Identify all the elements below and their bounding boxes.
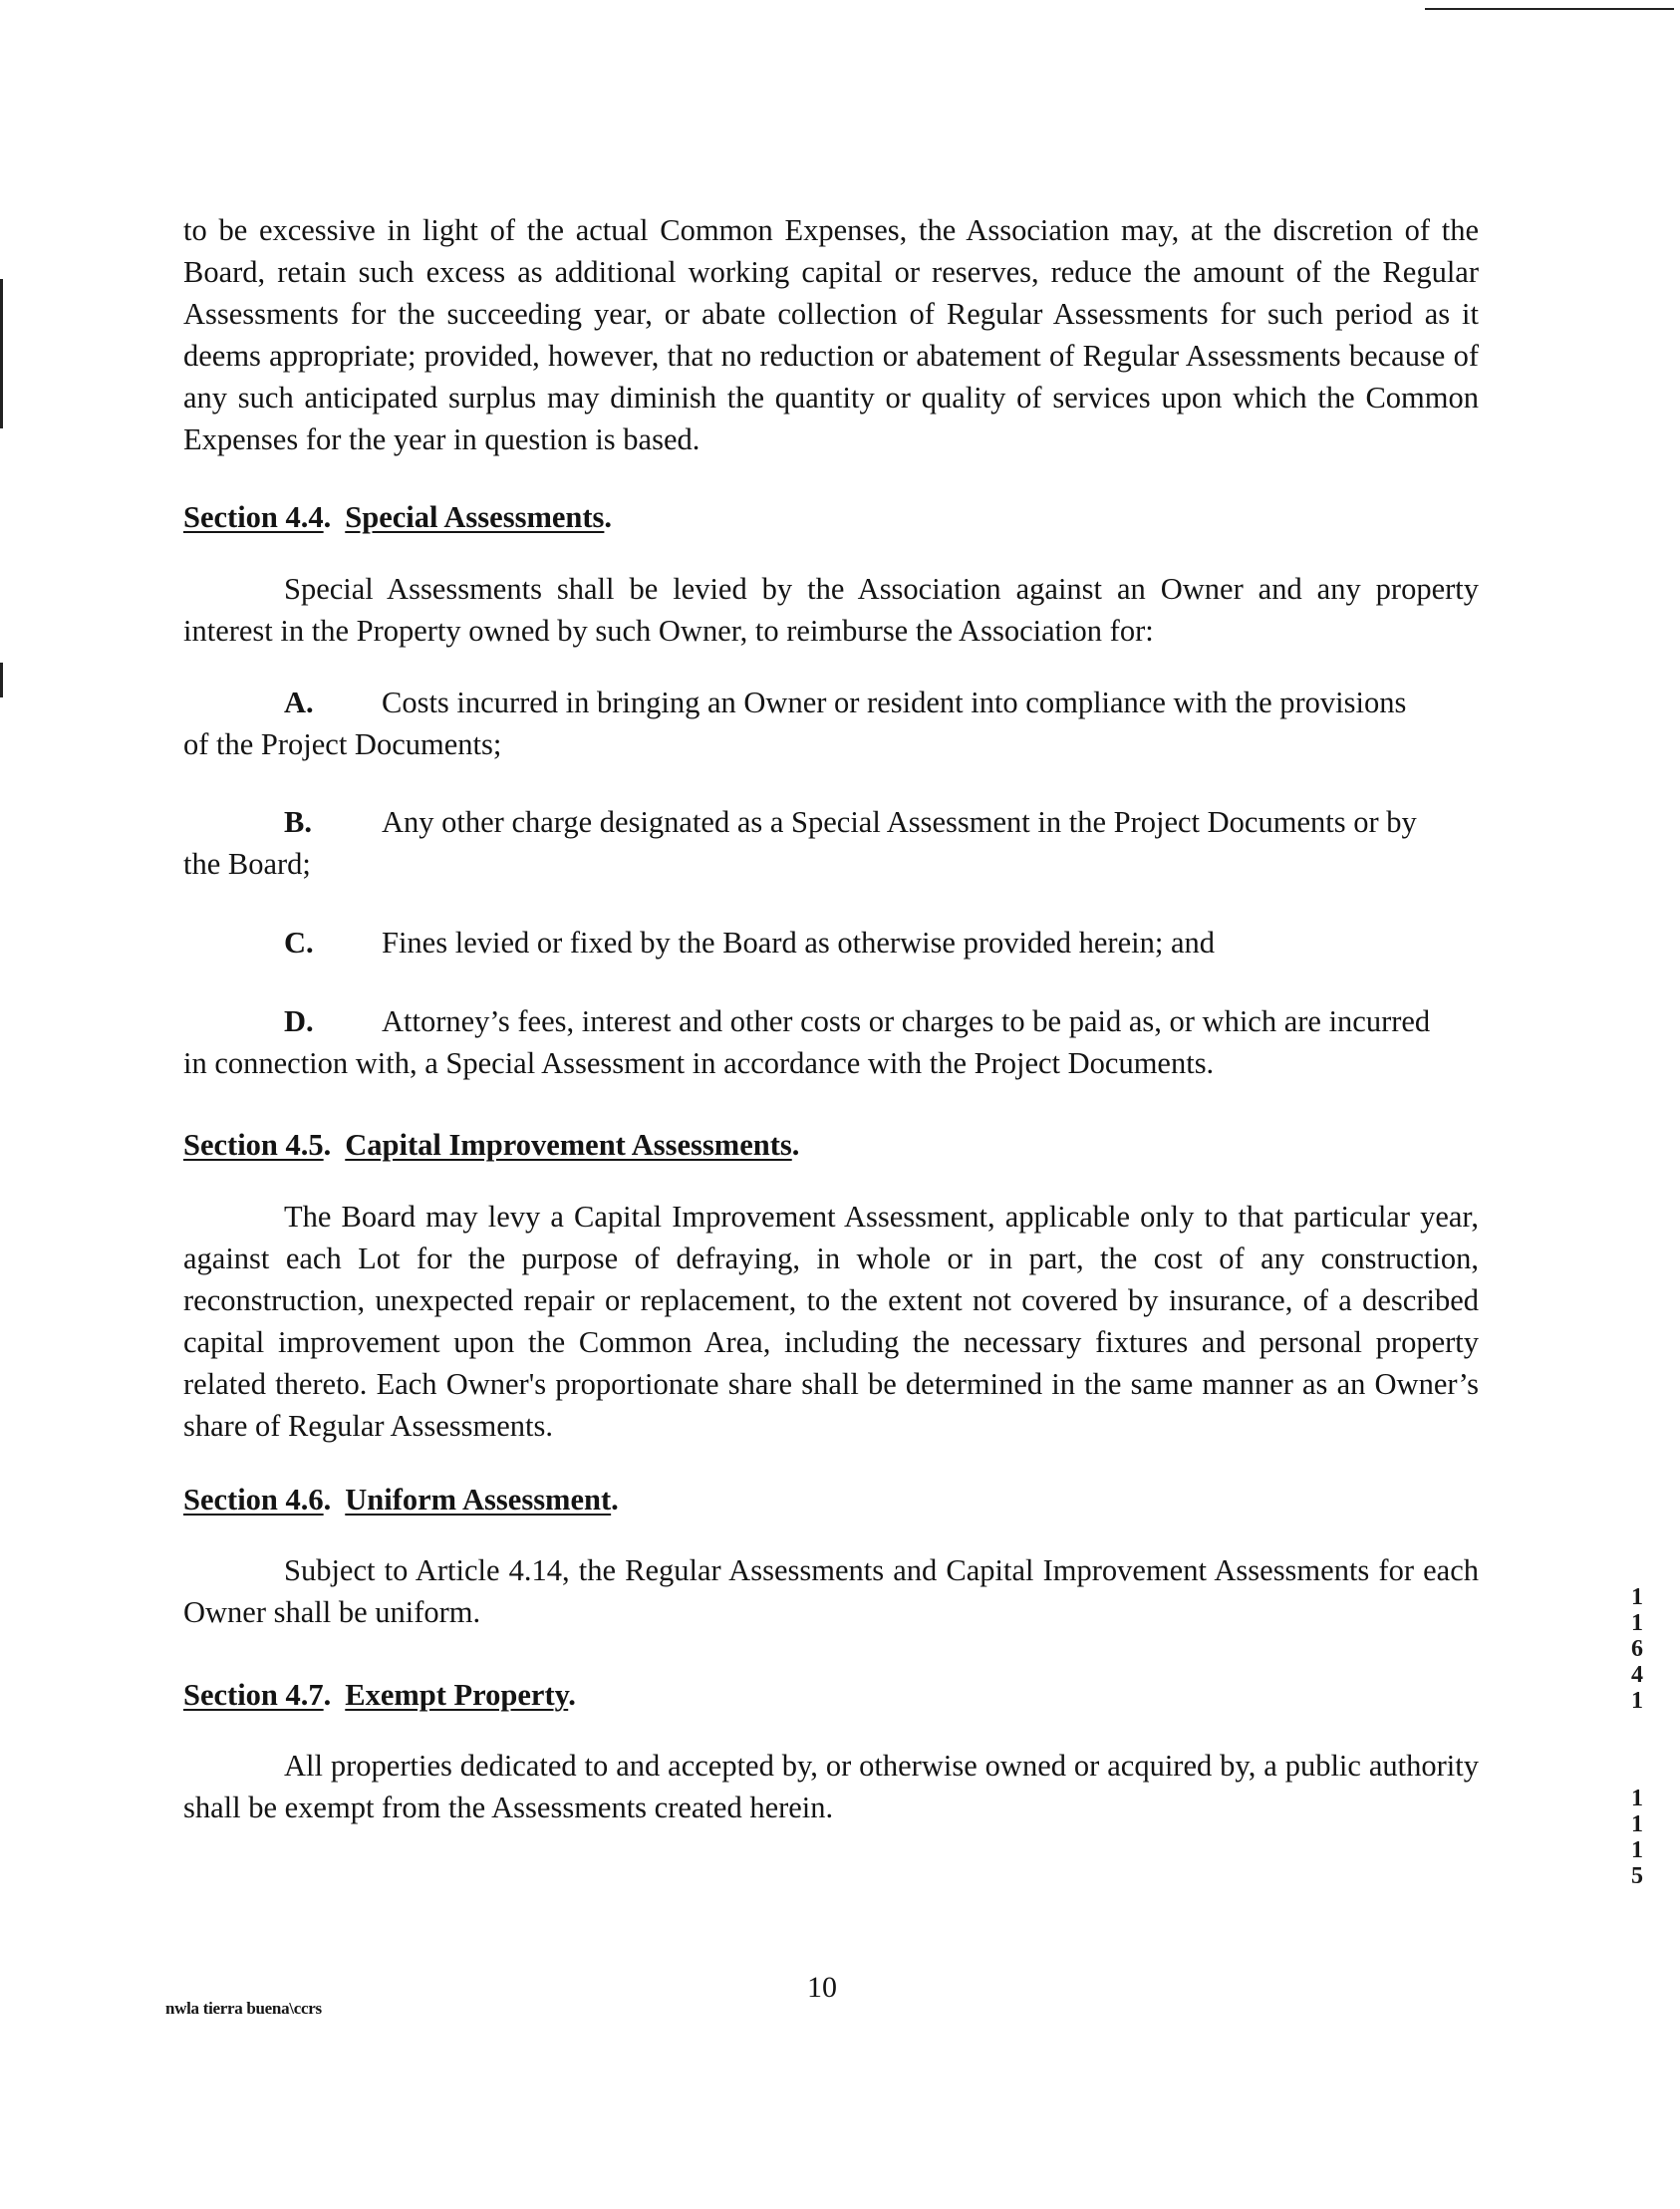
- section-number: Section 4.4: [183, 500, 324, 534]
- section-4-4-heading: Section 4.4. Special Assessments.: [183, 500, 613, 534]
- side-recording-stamp-top: [1624, 1584, 1650, 1714]
- section-4-6-body: Subject to Article 4.14, the Regular Assessments and Capital Improvement Assessments for each Owner shall be uniform.: [183, 1553, 1479, 1629]
- section-4-5-heading: Section 4.5. Capital Improvement Assessments.: [183, 1128, 800, 1162]
- list-item-text: Any other charge designated as a Special Assessment in the Project Documents or by: [382, 805, 1417, 839]
- section-4-5-body: The Board may levy a Capital Improvement Assessment, applicable only to that particular year, against each Lot for the purpose of defraying, in whole or in part, the cost of any construction, reconstruction, unexpected repair or replacement, to the extent not covered by insurance, of a described capital improvement upon the Common Area, including the necessary fixtures and personal property related thereto. Each Owner's proportionate share shall be determined in the same manner as an Owner’s share of Regular Assessments.: [183, 1200, 1479, 1443]
- section-number: Section 4.6: [183, 1483, 324, 1517]
- stamp-glyph: 1: [1631, 1786, 1643, 1811]
- stamp-glyph: 1: [1631, 1584, 1643, 1610]
- continuation-paragraph: to be excessive in light of the actual Common Expenses, the Association may, at the discretion of the Board, retain such excess as additional working capital or reserves, reduce the amount of the Regular Assessments for the succeeding year, or abate collection of Regular Assessments for such period as it deems appropriate; provided, however, that no reduction or abatement of Regular Assessments because of any such anticipated surplus may diminish the quantity or quality of services upon which the Common Expenses for the year in question is based.: [183, 213, 1479, 456]
- list-item-text: Fines levied or fixed by the Board as otherwise provided herein; and: [382, 926, 1215, 960]
- section-4-7-heading: Section 4.7. Exempt Property.: [183, 1678, 576, 1712]
- scan-artifact-top-line: [1425, 8, 1674, 10]
- section-title: Special Assessments: [345, 500, 605, 534]
- stamp-glyph: 6: [1631, 1636, 1643, 1662]
- list-item-text: Costs incurred in bringing an Owner or resident into compliance with the provisions: [382, 686, 1407, 719]
- section-4-7-body: All properties dedicated to and accepted by, or otherwise owned or acquired by, a public authority shall be exempt from the Assessments created herein.: [183, 1749, 1479, 1824]
- list-item-continuation: of the Project Documents;: [183, 727, 502, 761]
- list-item-d: [183, 1000, 1479, 1084]
- section-number: Section 4.5: [183, 1128, 324, 1162]
- list-item-letter: D.: [284, 1004, 314, 1038]
- list-item-letter: B.: [284, 805, 312, 839]
- section-title: Capital Improvement Assessments: [345, 1128, 792, 1162]
- stamp-glyph: 1: [1631, 1811, 1643, 1837]
- section-title: Uniform Assessment: [345, 1483, 612, 1517]
- scan-artifact-left-line-2: [0, 663, 3, 697]
- stamp-glyph: 5: [1631, 1863, 1643, 1889]
- scan-artifact-left-line: [0, 279, 3, 428]
- footer-file-path: nwla tierra buena\ccrs: [165, 1999, 322, 2018]
- list-item-a: [183, 682, 1479, 765]
- list-item-continuation: the Board;: [183, 847, 311, 881]
- stamp-glyph: 1: [1631, 1688, 1643, 1714]
- list-item-b: [183, 801, 1479, 885]
- section-4-4-intro: Special Assessments shall be levied by the Association against an Owner and any property interest in the Property owned by such Owner, to reimburse the Association for:: [183, 572, 1479, 648]
- list-item-c: [183, 922, 1479, 964]
- stamp-glyph: 1: [1631, 1837, 1643, 1863]
- section-title: Exempt Property: [345, 1678, 569, 1712]
- section-4-6-heading: Section 4.6. Uniform Assessment.: [183, 1483, 619, 1517]
- stamp-glyph: 1: [1631, 1610, 1643, 1636]
- list-item-text: Attorney’s fees, interest and other costs or charges to be paid as, or which are incurred: [382, 1004, 1431, 1038]
- list-item-letter: A.: [284, 686, 314, 719]
- page-number: 10: [807, 1971, 837, 2004]
- list-item-continuation: in connection with, a Special Assessment in accordance with the Project Documents.: [183, 1046, 1215, 1080]
- side-recording-stamp-bottom: [1624, 1786, 1650, 1889]
- section-number: Section 4.7: [183, 1678, 324, 1712]
- stamp-glyph: 4: [1631, 1662, 1643, 1688]
- list-item-letter: C.: [284, 926, 314, 960]
